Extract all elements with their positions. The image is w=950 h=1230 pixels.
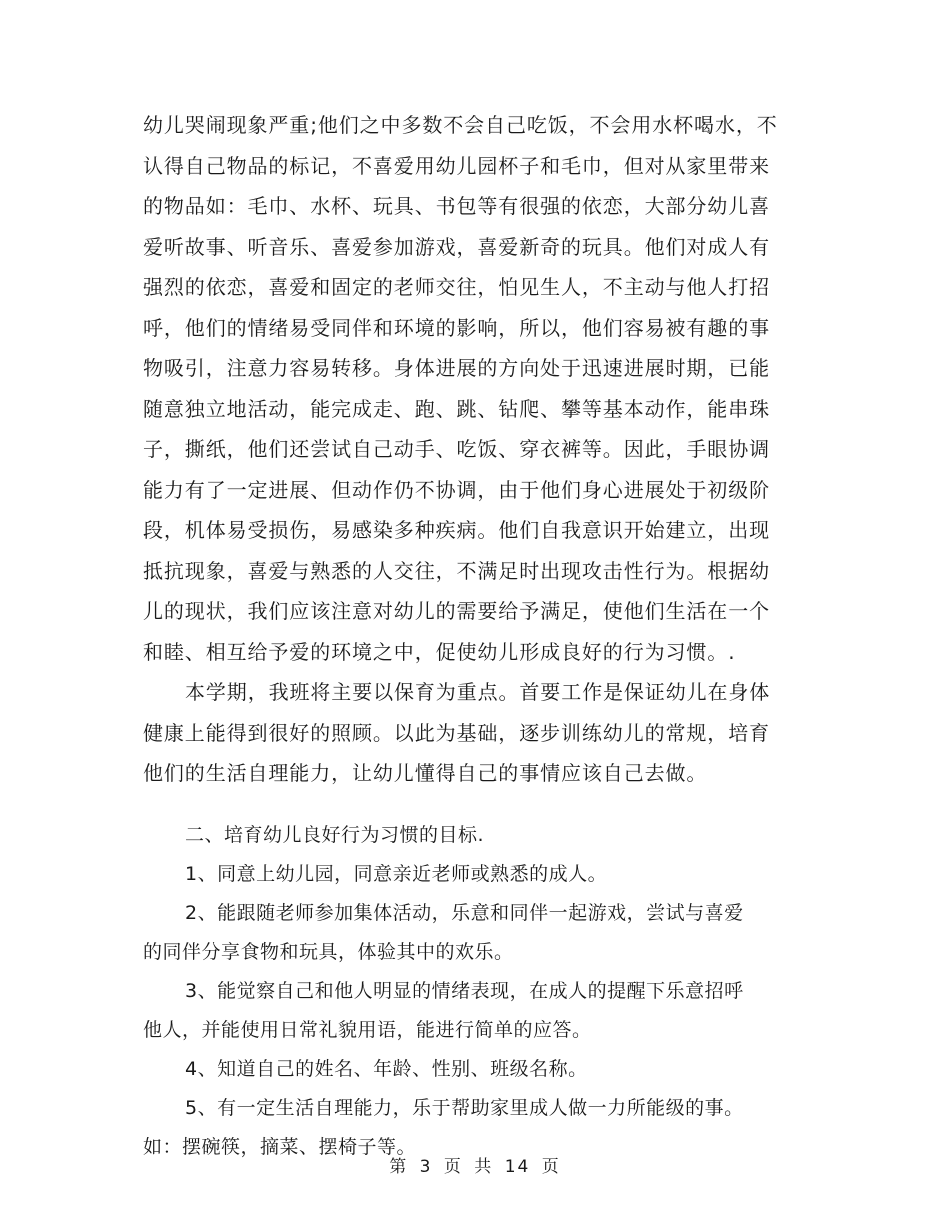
goal-item-3	[143, 972, 808, 1050]
text-line: 他们的生活自理能力，让幼儿懂得自己的事情应该自己去做。	[143, 761, 708, 785]
paragraph-semester-focus	[143, 672, 808, 794]
text-line: 物吸引，注意力容易转移。身体进展的方向处于迅速进展时期，已能	[143, 356, 770, 380]
text-line: 2、能跟随老师参加集体活动，乐意和同伴一起游戏，尝试与喜爱	[185, 901, 744, 924]
text-line: 儿的现状，我们应该注意对幼儿的需要给予满足，使他们生活在一个	[143, 599, 770, 623]
text-line: 认得自己物品的标记，不喜爱用幼儿园杯子和毛巾，但对从家里带来	[143, 153, 770, 178]
text-line: 爱听故事、听音乐、喜爱参加游戏，喜爱新奇的玩具。他们对成人有	[143, 234, 770, 259]
text-line: 3、能觉察自己和他人明显的情绪表现，在成人的提醒下乐意招呼	[185, 979, 744, 1002]
text-line: 5、有一定生活自理能力，乐于帮助家里成人做一力所能级的事。	[185, 1096, 744, 1119]
section-heading: 二、培育幼儿良好行为习惯的目标.	[185, 823, 485, 846]
text-line: 子，撕纸，他们还尝试自己动手、吃饭、穿衣裤等。因此，手眼协调	[143, 437, 770, 461]
text-line: 的物品如：毛巾、水杯、玩具、书包等有很强的依恋，大部分幼儿喜	[143, 194, 770, 218]
goal-item-2	[143, 894, 808, 972]
text-line: 本学期，我班将主要以保育为重点。首要工作是保证幼儿在身体	[185, 680, 771, 704]
text-line: 和睦、相互给予爱的环境之中，促使幼儿形成良好的行为习惯。.	[143, 639, 736, 664]
text-line: 的同伴分享食物和玩具，体验其中的欢乐。	[143, 940, 514, 963]
paragraph-children-characteristics	[143, 105, 808, 672]
text-line: 抵抗现象，喜爱与熟悉的人交往，不满足时出现攻击性行为。根据幼	[143, 558, 770, 583]
section-behavior-goals	[143, 816, 808, 1167]
text-line: 段，机体易受损伤，易感染多种疾病。他们自我意识开始建立，出现	[143, 518, 770, 542]
text-line: 1、同意上幼儿园，同意亲近老师或熟悉的成人。	[185, 862, 608, 885]
page-number-footer: 第 3 页 共 14 页	[389, 1157, 561, 1177]
text-line: 如：摆碗筷，摘菜、摆椅子等。	[143, 1135, 417, 1158]
text-line: 健康上能得到很好的照顾。以此为基础，逐步训练幼儿的常规，培育	[143, 720, 770, 745]
text-line: 4、知道自己的姓名、年龄、性别、班级名称。	[185, 1057, 588, 1080]
text-line: 他人，并能使用日常礼貌用语，能进行简单的应答。	[143, 1018, 592, 1041]
paragraph-gap	[143, 794, 808, 816]
text-line: 能力有了一定进展、但动作仍不协调，由于他们身心进展处于初级阶	[143, 477, 770, 502]
text-line: 随意独立地活动，能完成走、跑、跳、钻爬、攀等基本动作，能串珠	[143, 396, 770, 421]
goal-item-1	[143, 855, 808, 894]
goal-item-4	[143, 1050, 808, 1089]
text-line: 强烈的依恋，喜爱和固定的老师交往，怕见生人，不主动与他人打招	[143, 275, 770, 299]
text-line: 呼，他们的情绪易受同伴和环境的影响，所以，他们容易被有趣的事	[143, 315, 770, 340]
document-body	[143, 105, 808, 1167]
text-line: 幼儿哭闹现象严重;他们之中多数不会自己吃饭，不会用水杯喝水，不	[143, 113, 778, 137]
